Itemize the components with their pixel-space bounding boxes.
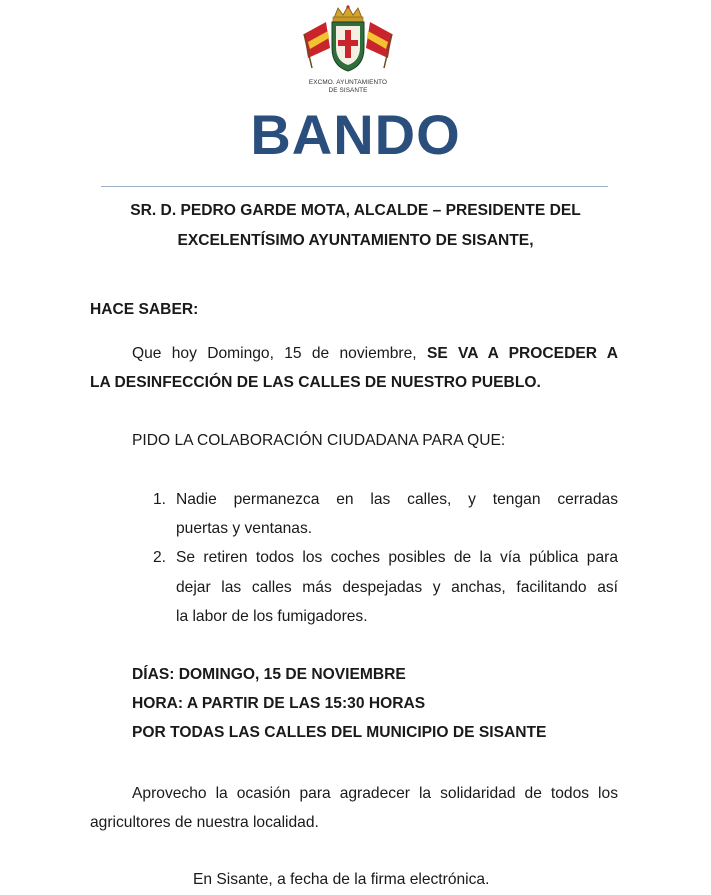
list-item-2-number: 2. [153,549,167,566]
organization-name-line-1: EXCMO. AYUNTAMIENTO [308,79,388,86]
document-title: BANDO [250,103,461,166]
intro-bold-1: SE VA A PROCEDER A [426,345,618,362]
closing-line: En Sisante, a fecha de la firma electrónica. [193,871,490,888]
heading-line-2: EXCELENTÍSIMO AYUNTAMIENTO DE SISANTE, [177,232,534,249]
title-divider [101,186,608,187]
detail-dias: DÍAS: DOMINGO, 15 DE NOVIEMBRE [132,666,406,683]
detail-lugar: POR TODAS LAS CALLES DEL MUNICIPIO DE SISANTE [132,724,547,741]
thanks-line-2: agricultores de nuestra localidad. [90,814,319,831]
request-line: PIDO LA COLABORACIÓN CIUDADANA PARA QUE: [132,432,506,449]
list-item-1-number: 1. [153,491,167,508]
list-item-1-line-2: puertas y ventanas. [176,520,313,537]
list-item-2-line-3: la labor de los fumigadores. [176,608,368,625]
intro-line-2: LA DESINFECCIÓN DE LAS CALLES DE NUESTRO PUEBLO. [90,374,541,391]
hace-saber-label: HACE SABER: [90,301,199,318]
municipal-coat-of-arms-icon [298,4,398,74]
heading-line-1: SR. D. PEDRO GARDE MOTA, ALCALDE – PRESIDENTE DEL [130,202,581,219]
list-item-2-line-1: Se retiren todos los coches posibles de la vía pública para [176,549,618,566]
organization-name-line-2: DE SISANTE [328,87,368,94]
intro-line-1 [90,339,618,369]
thanks-line-1: Aprovecho la ocasión para agradecer la solidaridad de todos los [132,785,618,802]
list-item-1-line-1: Nadie permanezca en las calles, y tengan cerradas [176,491,618,508]
organization-name [270,79,426,95]
list-item-2-line-2: dejar las calles más despejadas y anchas, facilitando así [176,579,618,596]
detail-hora: HORA: A PARTIR DE LAS 15:30 HORAS [132,695,426,712]
intro-plain: Que hoy Domingo, 15 de noviembre, [132,345,417,362]
